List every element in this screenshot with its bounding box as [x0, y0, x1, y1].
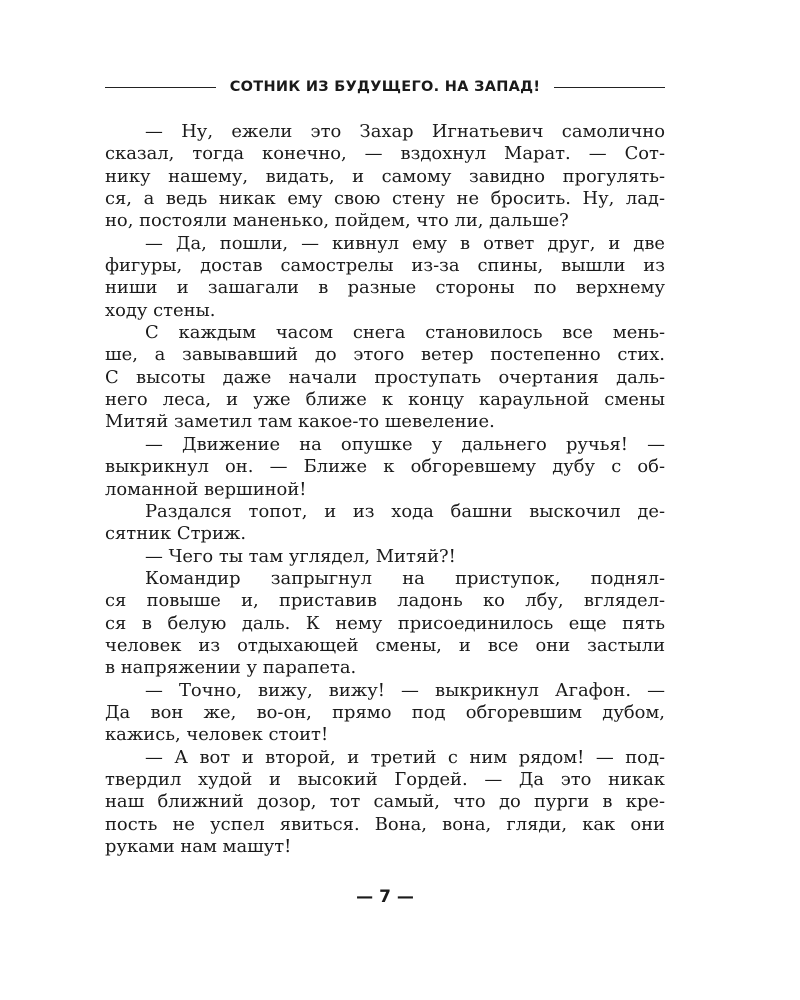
text-line: в напряжении у парапета. — [105, 657, 357, 679]
header-rule-right — [554, 87, 665, 88]
text-line: Раздался топот, и из хода башни выскочил де- — [145, 500, 665, 522]
text-line: него леса, и уже ближе к концу караульной смены — [105, 389, 665, 411]
text-line: человек из отдыхающей смены, и все они застыли — [105, 634, 665, 656]
text-line: ся повыше и, приставив ладонь ко лбу, вглядел- — [105, 590, 665, 612]
page-number: — 7 — — [356, 887, 414, 907]
text-line: сказал, тогда конечно, — вздохнул Марат. — Сот- — [105, 143, 665, 165]
text-line: — А вот и второй, и третий с ним рядом! — под- — [145, 746, 665, 768]
text-line: Митяй заметил там какое-то шевеление. — [105, 411, 495, 433]
text-line: — Ну, ежели это Захар Игнатьевич самолично — [145, 121, 665, 142]
text-line: кажись, человек стоит! — [105, 724, 329, 746]
header-rule-left — [105, 87, 216, 88]
text-line: твердил худой и высокий Гордей. — Да это никак — [105, 768, 665, 790]
text-line: но, постояли маненько, пойдем, что ли, дальше? — [105, 210, 569, 232]
text-line: — Чего ты там углядел, Митяй?! — [145, 545, 456, 567]
text-line: нику нашему, видать, и самому завидно прогулять- — [105, 165, 665, 187]
text-line: С высоты даже начали проступать очертания даль- — [105, 366, 665, 388]
text-line: — Движение на опушке у дальнего ручья! — — [145, 433, 665, 455]
text-line: наш ближний дозор, тот самый, что до пурги в кре- — [105, 791, 665, 813]
running-header-title: СОТНИК ИЗ БУДУЩЕГО. НА ЗАПАД! — [229, 79, 541, 95]
text-line: ломанной вершиной! — [105, 478, 307, 500]
text-line: выкрикнул он. — Ближе к обгоревшему дубу с об- — [105, 456, 665, 478]
text-line: Да вон же, во-он, прямо под обгоревшим дубом, — [105, 701, 665, 723]
text-line: пость не успел явиться. Вона, вона, гляди, как они — [105, 813, 665, 835]
text-line: сятник Стриж. — [105, 523, 247, 545]
text-line: ниши и зашагали в разные стороны по верхнему — [105, 277, 665, 299]
text-line: ся, а ведь никак ему свою стену не бросить. Ну, лад- — [105, 188, 665, 210]
text-line: ся в белую даль. К нему присоединилось еще пять — [105, 612, 665, 634]
text-line: ше, а завывавший до этого ветер постепенно стих. — [105, 344, 665, 366]
text-line: ходу стены. — [105, 299, 216, 321]
text-line: Командир запрыгнул на приступок, поднял- — [145, 567, 665, 589]
text-line: — Точно, вижу, вижу! — выкрикнул Агафон. — — [145, 679, 665, 701]
running-header — [105, 77, 665, 97]
text-line: руками нам машут! — [105, 836, 292, 857]
body-text — [105, 121, 665, 858]
text-line: фигуры, достав самострелы из-за спины, вышли из — [105, 255, 665, 277]
text-line: — Да, пошли, — кивнул ему в ответ друг, и две — [145, 232, 665, 254]
text-line: С каждым часом снега становилось все мень- — [145, 322, 665, 344]
